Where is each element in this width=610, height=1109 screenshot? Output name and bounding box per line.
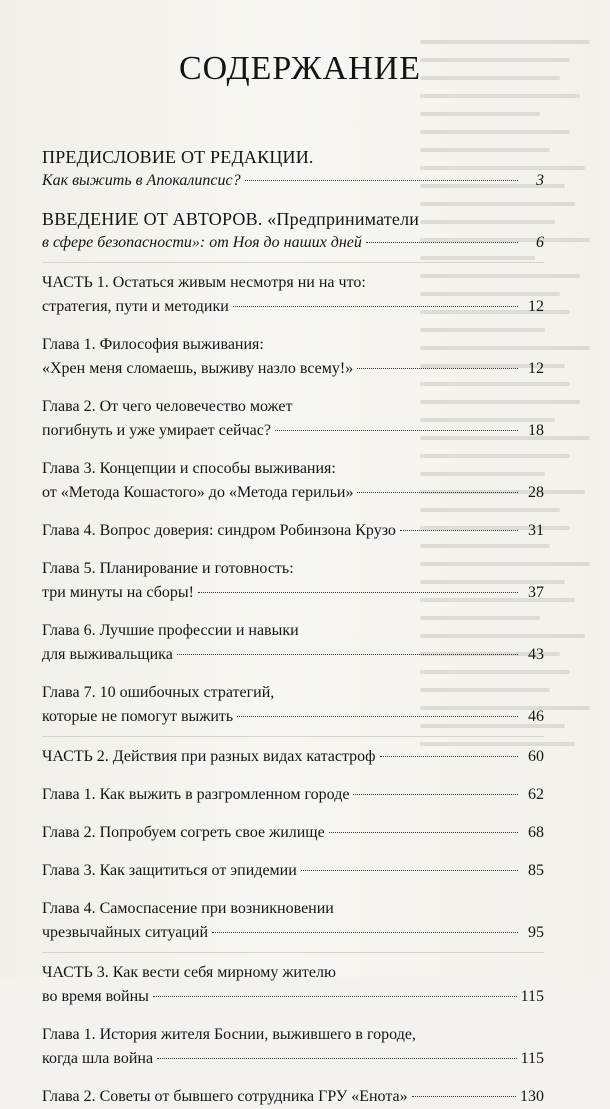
toc-line bbox=[42, 705, 544, 729]
toc-entry-title: от «Метода Кошастого» до «Метода герильи» bbox=[42, 484, 354, 501]
toc-entry-title: погибнуть и уже умирает сейчас? bbox=[42, 422, 271, 439]
toc-entry-title: ПРЕДИСЛОВИЕ ОТ РЕДАКЦИИ. bbox=[42, 147, 314, 167]
toc-line bbox=[42, 145, 544, 169]
page-number: 12 bbox=[528, 360, 544, 377]
toc-entry-part-1[interactable] bbox=[42, 271, 544, 319]
leader-dots bbox=[233, 306, 518, 307]
toc-entry-title: Глава 1. Как выжить в разгромленном городе bbox=[42, 786, 350, 803]
toc-line bbox=[42, 419, 544, 443]
toc-entry-title: Глава 3. Концепции и способы выживания: bbox=[42, 460, 336, 477]
toc-line bbox=[42, 921, 544, 945]
leader-dots bbox=[301, 870, 518, 871]
toc-line bbox=[42, 1023, 544, 1047]
toc-entry-title: ВВЕДЕНИЕ ОТ АВТОРОВ. «Предприниматели bbox=[42, 209, 420, 229]
leader-dots bbox=[400, 530, 518, 531]
toc-entry-part1-chapter-6[interactable] bbox=[42, 619, 544, 667]
toc-entry-part2-chapter-3[interactable] bbox=[42, 859, 544, 883]
table-of-contents bbox=[42, 145, 544, 1109]
toc-line bbox=[42, 1047, 544, 1071]
page-number: 130 bbox=[520, 1088, 544, 1105]
page-number: 43 bbox=[528, 646, 544, 663]
toc-entry-part1-chapter-3[interactable] bbox=[42, 457, 544, 505]
toc-entry-part1-chapter-5[interactable] bbox=[42, 557, 544, 605]
toc-line bbox=[42, 961, 544, 985]
toc-line bbox=[42, 271, 544, 295]
toc-entry-title: ЧАСТЬ 1. Остаться живым несмотря ни на что: bbox=[42, 274, 366, 291]
toc-entry-part2-chapter-4[interactable] bbox=[42, 897, 544, 945]
section-divider bbox=[42, 736, 544, 737]
leader-dots bbox=[380, 756, 518, 757]
toc-line bbox=[42, 681, 544, 705]
toc-entry-part2-chapter-2[interactable] bbox=[42, 821, 544, 845]
toc-entry-title: стратегия, пути и методики bbox=[42, 298, 229, 315]
toc-line bbox=[42, 231, 544, 255]
toc-entry-part1-chapter-4[interactable] bbox=[42, 519, 544, 543]
toc-entry-subtitle: Как выжить в Апокалипсис? bbox=[42, 172, 241, 189]
page-title: СОДЕРЖАНИЕ bbox=[178, 50, 422, 87]
leader-dots bbox=[329, 832, 518, 833]
toc-entry-title: Глава 2. Советы от бывшего сотрудника ГРУ «Енота» bbox=[42, 1088, 408, 1105]
leader-dots bbox=[157, 1058, 517, 1059]
toc-entry-title: «Хрен меня сломаешь, выживу назло всему!» bbox=[42, 360, 354, 377]
toc-line bbox=[42, 295, 544, 319]
page-number: 18 bbox=[528, 422, 544, 439]
toc-entry-title: Глава 5. Планирование и готовность: bbox=[42, 560, 294, 577]
toc-line bbox=[42, 457, 544, 481]
page-number: 46 bbox=[528, 708, 544, 725]
toc-line bbox=[42, 357, 544, 381]
toc-entry-part3-chapter-2[interactable] bbox=[42, 1085, 544, 1109]
page-number: 62 bbox=[528, 786, 544, 803]
leader-dots bbox=[237, 716, 518, 717]
toc-line bbox=[42, 897, 544, 921]
leader-dots bbox=[212, 932, 518, 933]
page-number: 37 bbox=[528, 584, 544, 601]
page-number: 95 bbox=[528, 924, 544, 941]
page-number: 12 bbox=[528, 298, 544, 315]
toc-entry-title: чрезвычайных ситуаций bbox=[42, 924, 209, 941]
section-divider bbox=[42, 262, 544, 263]
page-number: 68 bbox=[528, 824, 544, 841]
leader-dots bbox=[353, 794, 518, 795]
page-number: 3 bbox=[536, 172, 544, 189]
toc-line bbox=[42, 643, 544, 667]
toc-entry-title: Глава 2. От чего человечество может bbox=[42, 398, 293, 415]
toc-entry-part2-chapter-1[interactable] bbox=[42, 783, 544, 807]
page-number: 115 bbox=[520, 1050, 544, 1067]
toc-entry-part3-chapter-1[interactable] bbox=[42, 1023, 544, 1071]
toc-entry-title: которые не помогут выжить bbox=[42, 708, 234, 725]
toc-line bbox=[42, 821, 544, 845]
toc-entry-title: Глава 4. Самоспасение при возникновении bbox=[42, 900, 334, 917]
leader-dots bbox=[357, 492, 518, 493]
toc-entry-introduction[interactable] bbox=[42, 207, 544, 255]
toc-entry-title: ЧАСТЬ 2. Действия при разных видах катастроф bbox=[42, 748, 376, 765]
toc-line bbox=[42, 169, 544, 193]
toc-entry-part-2[interactable] bbox=[42, 745, 544, 769]
toc-line bbox=[42, 859, 544, 883]
page-number: 31 bbox=[528, 522, 544, 539]
toc-entry-part1-chapter-1[interactable] bbox=[42, 333, 544, 381]
page-number: 28 bbox=[528, 484, 544, 501]
toc-line bbox=[42, 783, 544, 807]
leader-dots bbox=[245, 180, 518, 181]
leader-dots bbox=[198, 592, 518, 593]
toc-line bbox=[42, 581, 544, 605]
toc-entry-title: когда шла война bbox=[42, 1050, 154, 1067]
toc-entry-part-3[interactable] bbox=[42, 961, 544, 1009]
page-number: 85 bbox=[528, 862, 544, 879]
toc-line bbox=[42, 985, 544, 1009]
toc-entry-title: три минуты на сборы! bbox=[42, 584, 194, 601]
toc-entry-subtitle: в сфере безопасности»: от Ноя до наших дней bbox=[42, 234, 362, 251]
leader-dots bbox=[366, 242, 518, 243]
toc-line bbox=[42, 1085, 544, 1109]
leader-dots bbox=[153, 996, 517, 997]
toc-entry-title: для выживальщика bbox=[42, 646, 173, 663]
toc-line bbox=[42, 745, 544, 769]
toc-line bbox=[42, 557, 544, 581]
toc-line bbox=[42, 207, 544, 231]
leader-dots bbox=[357, 368, 518, 369]
toc-line bbox=[42, 619, 544, 643]
toc-entry-title: Глава 1. Философия выживания: bbox=[42, 336, 264, 353]
toc-line bbox=[42, 395, 544, 419]
toc-entry-title: Глава 1. История жителя Боснии, выжившего в городе, bbox=[42, 1026, 416, 1043]
toc-entry-title: Глава 3. Как защититься от эпидемии bbox=[42, 862, 297, 879]
leader-dots bbox=[177, 654, 518, 655]
toc-entry-part1-chapter-2[interactable] bbox=[42, 395, 544, 443]
toc-entry-title: Глава 6. Лучшие профессии и навыки bbox=[42, 622, 299, 639]
toc-entry-title: Глава 2. Попробуем согреть свое жилище bbox=[42, 824, 325, 841]
page-number: 115 bbox=[520, 988, 544, 1005]
toc-entry-title: во время войны bbox=[42, 988, 149, 1005]
toc-line bbox=[42, 481, 544, 505]
leader-dots bbox=[275, 430, 518, 431]
toc-entry-title: ЧАСТЬ 3. Как вести себя мирному жителю bbox=[42, 964, 336, 981]
toc-entry-part1-chapter-7[interactable] bbox=[42, 681, 544, 729]
toc-entry-title: Глава 7. 10 ошибочных стратегий, bbox=[42, 684, 275, 701]
leader-dots bbox=[412, 1096, 516, 1097]
page-number: 60 bbox=[528, 748, 544, 765]
page-number: 6 bbox=[536, 234, 544, 251]
toc-line bbox=[42, 519, 544, 543]
toc-entry-preface[interactable] bbox=[42, 145, 544, 193]
toc-line bbox=[42, 333, 544, 357]
section-divider bbox=[42, 952, 544, 953]
toc-entry-title: Глава 4. Вопрос доверия: синдром Робинзона Крузо bbox=[42, 522, 396, 539]
